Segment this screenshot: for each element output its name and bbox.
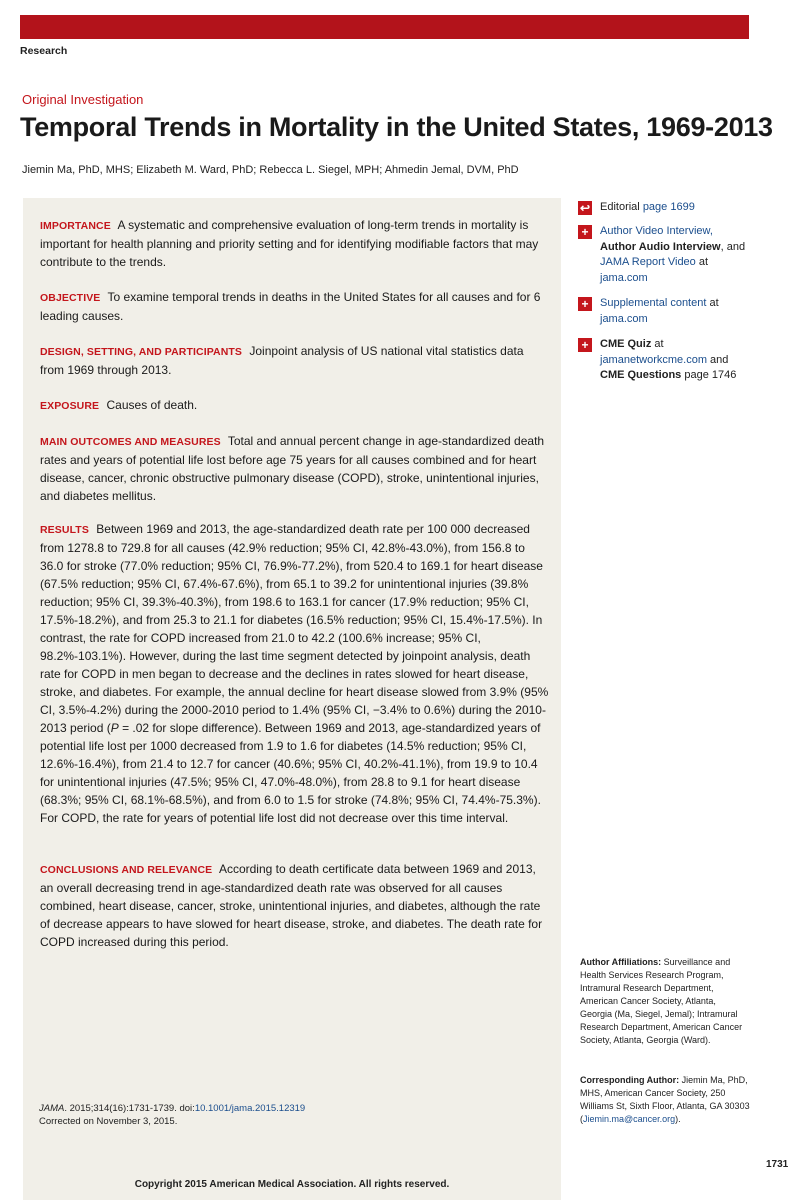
- cme-page: page 1746: [681, 369, 737, 381]
- email-link[interactable]: Jiemin.ma@cancer.org: [583, 1114, 676, 1124]
- abstract-importance: [40, 216, 550, 271]
- abstract-conclusions: [40, 860, 550, 951]
- abstract-design: [40, 342, 550, 379]
- jama-link[interactable]: jama.com: [600, 312, 648, 325]
- results-text-2: = .02 for slope difference). Between 1969 and 2013, age-standardized years of potential life lost per 1000 decreased from 1.9 to 1.6 for diabetes (14.5% reduction; 95% CI, 12.6%-16.4%), from 21.4 to 12.7 for cancer (40.6%; 95% CI, 40.2%-41.1%), from 19.9 to 10.4 for unintentional injuries (47.5%; 95% CI, 47.0%-48.0%), from 28.8 to 9.1 for heart disease (68.3%; 95% CI, 68.1%-68.5%), and from 6.0 to 1.5 for stroke (74.8%; 95% CI, 74.4%-75.3%). For COPD, the rate for years of potential life lost did not decrease over this time interval.: [40, 721, 541, 825]
- article-type: Original Investigation: [22, 92, 144, 107]
- objective-text: To examine temporal trends in deaths in the United States for all causes and for 6 leading causes.: [40, 290, 541, 323]
- video-interview-link[interactable]: Author Video Interview,: [600, 225, 713, 237]
- outcomes-heading: MAIN OUTCOMES AND MEASURES: [40, 436, 221, 448]
- cme-questions-label: CME Questions: [600, 369, 682, 381]
- exposure-text: Causes of death.: [106, 398, 198, 412]
- article-title: Temporal Trends in Mortality in the United States, 1969-2013: [20, 112, 773, 142]
- abstract-outcomes: [40, 432, 550, 505]
- importance-text: A systematic and comprehensive evaluation of long-term trends in mortality is important for health planning and priority setting and for identifying modifiable factors that may contribute to the trends.: [40, 218, 539, 269]
- results-text-1: Between 1969 and 2013, the age-standardized death rate per 100 000 decreased from 1278.8 to 729.8 for all causes (42.9% reduction; 95% CI, 42.8%-43.0%), from 156.8 to 36.0 for stroke (77.0% reduction; 95% CI, 76.9%-77.2%), from 520.4 to 169.1 for heart disease (67.5% reduction; 95% CI, 67.4%-67.6%), from 65.1 to 39.2 for unintentional injuries (39.8% reduction; 95% CI, 39.3%-40.3%), from 198.6 to 163.1 for cancer (17.9% reduction; 95% CI, 17.5%-18.2%), and from 25.3 to 21.1 for diabetes (16.5% reduction; 95% CI, 15.4%-17.5%). In contrast, the rate for COPD increased from 21.0 to 42.2 (100.6% increase; 95% CI, 98.2%-103.1%). However, during the last time segment detected by joinpoint analysis, death rate for COPD in men began to decrease and the declines in rates slowed for heart disease, stroke, and diabetes. For example, the annual decline for heart disease slowed from 3.9% (95% CI, 3.5%-4.2%) during the 2000-2010 period to 1.4% (95% CI, −3.4% to 0.6%) during the 2010-2013 period (: [40, 522, 549, 735]
- report-video-link[interactable]: JAMA Report Video: [600, 256, 696, 268]
- design-heading: DESIGN, SETTING, AND PARTICIPANTS: [40, 346, 243, 358]
- plus-icon: +: [578, 297, 592, 311]
- results-p-symbol: P: [110, 721, 119, 735]
- and-text: and: [706, 353, 729, 366]
- citation: [39, 1102, 549, 1115]
- author-affiliations: [580, 956, 750, 1047]
- affiliations-text: Surveillance and Health Services Research Program, Intramural Research Department, American Cancer Society, Atlanta, Georgia (Ma, Siegel, Jemal); Intramural Research Department, American Cancer Society, Atlanta, Georgia (Ward).: [580, 957, 743, 1045]
- audio-interview-label: Author Audio Interview: [600, 240, 721, 253]
- abstract-box: [23, 198, 561, 1200]
- citation-ref: . 2015;314(16):1731-1739. doi:: [64, 1103, 195, 1114]
- conclusions-text: According to death certificate data between 1969 and 2013, an overall decreasing trend in age-standardized death rate was observed for all causes combined, heart disease, cancer, stroke, unintentional injuries, and diabetes, although the rate of decrease appears to have slowed for heart disease, stroke, and diabetes. The death rate for COPD increased during this period.: [40, 862, 543, 949]
- affiliations-heading: Author Affiliations:: [580, 957, 662, 967]
- back-arrow-icon: ↩: [579, 201, 591, 215]
- and-text: , and: [720, 240, 746, 253]
- at-text: at: [695, 256, 709, 268]
- corresponding-heading: Corresponding Author:: [580, 1075, 680, 1085]
- conclusions-heading: CONCLUSIONS AND RELEVANCE: [40, 864, 213, 876]
- abstract-results: [40, 520, 550, 827]
- journal-name: JAMA: [39, 1103, 65, 1114]
- jama-link[interactable]: jama.com: [600, 271, 648, 284]
- supplemental-link[interactable]: Supplemental content: [600, 297, 707, 309]
- editorial-label: Editorial: [600, 201, 640, 213]
- copyright: Copyright 2015 American Medical Association. All rights reserved.: [134, 1179, 450, 1190]
- design-text: Joinpoint analysis of US national vital statistics data from 1969 through 2013.: [40, 344, 524, 377]
- abstract-exposure: [40, 396, 550, 415]
- at-text: at: [651, 338, 664, 350]
- author-list: Jiemin Ma, PhD, MHS; Elizabeth M. Ward, PhD; Rebecca L. Siegel, MPH; Ahmedin Jemal, DVM, PhD: [22, 164, 519, 176]
- abstract-objective: [40, 288, 550, 325]
- editorial-link[interactable]: page 1699: [642, 201, 695, 213]
- corresponding-author: [580, 1074, 750, 1126]
- at-text: at: [706, 297, 719, 309]
- corresponding-end: ).: [675, 1114, 681, 1124]
- exposure-heading: EXPOSURE: [40, 400, 100, 412]
- doi-link[interactable]: 10.1001/jama.2015.12319: [194, 1103, 306, 1114]
- plus-icon: +: [578, 225, 592, 239]
- correction-note: Corrected on November 3, 2015.: [39, 1116, 178, 1127]
- importance-heading: IMPORTANCE: [40, 220, 111, 232]
- results-heading: RESULTS: [40, 524, 89, 536]
- plus-icon: +: [578, 338, 592, 352]
- page-number: 1731: [766, 1159, 789, 1170]
- outcomes-text: Total and annual percent change in age-standardized death rates and years of potential life lost before age 75 years for all causes combined and for heart disease, cancer, chronic obstructive pulmonary disease (COPD), stroke, unintentional injuries, and diabetes mellitus.: [40, 434, 545, 503]
- cme-quiz-label: CME Quiz: [600, 338, 652, 350]
- header-bar: [20, 15, 749, 39]
- cme-link[interactable]: jamanetworkcme.com: [600, 353, 707, 366]
- section-label: Research: [20, 45, 68, 57]
- corresponding-text: Jiemin Ma, PhD, MHS, American Cancer Society, 250 Williams St, Sixth Floor, Atlanta, GA 30303 (: [580, 1075, 750, 1124]
- objective-heading: OBJECTIVE: [40, 292, 101, 304]
